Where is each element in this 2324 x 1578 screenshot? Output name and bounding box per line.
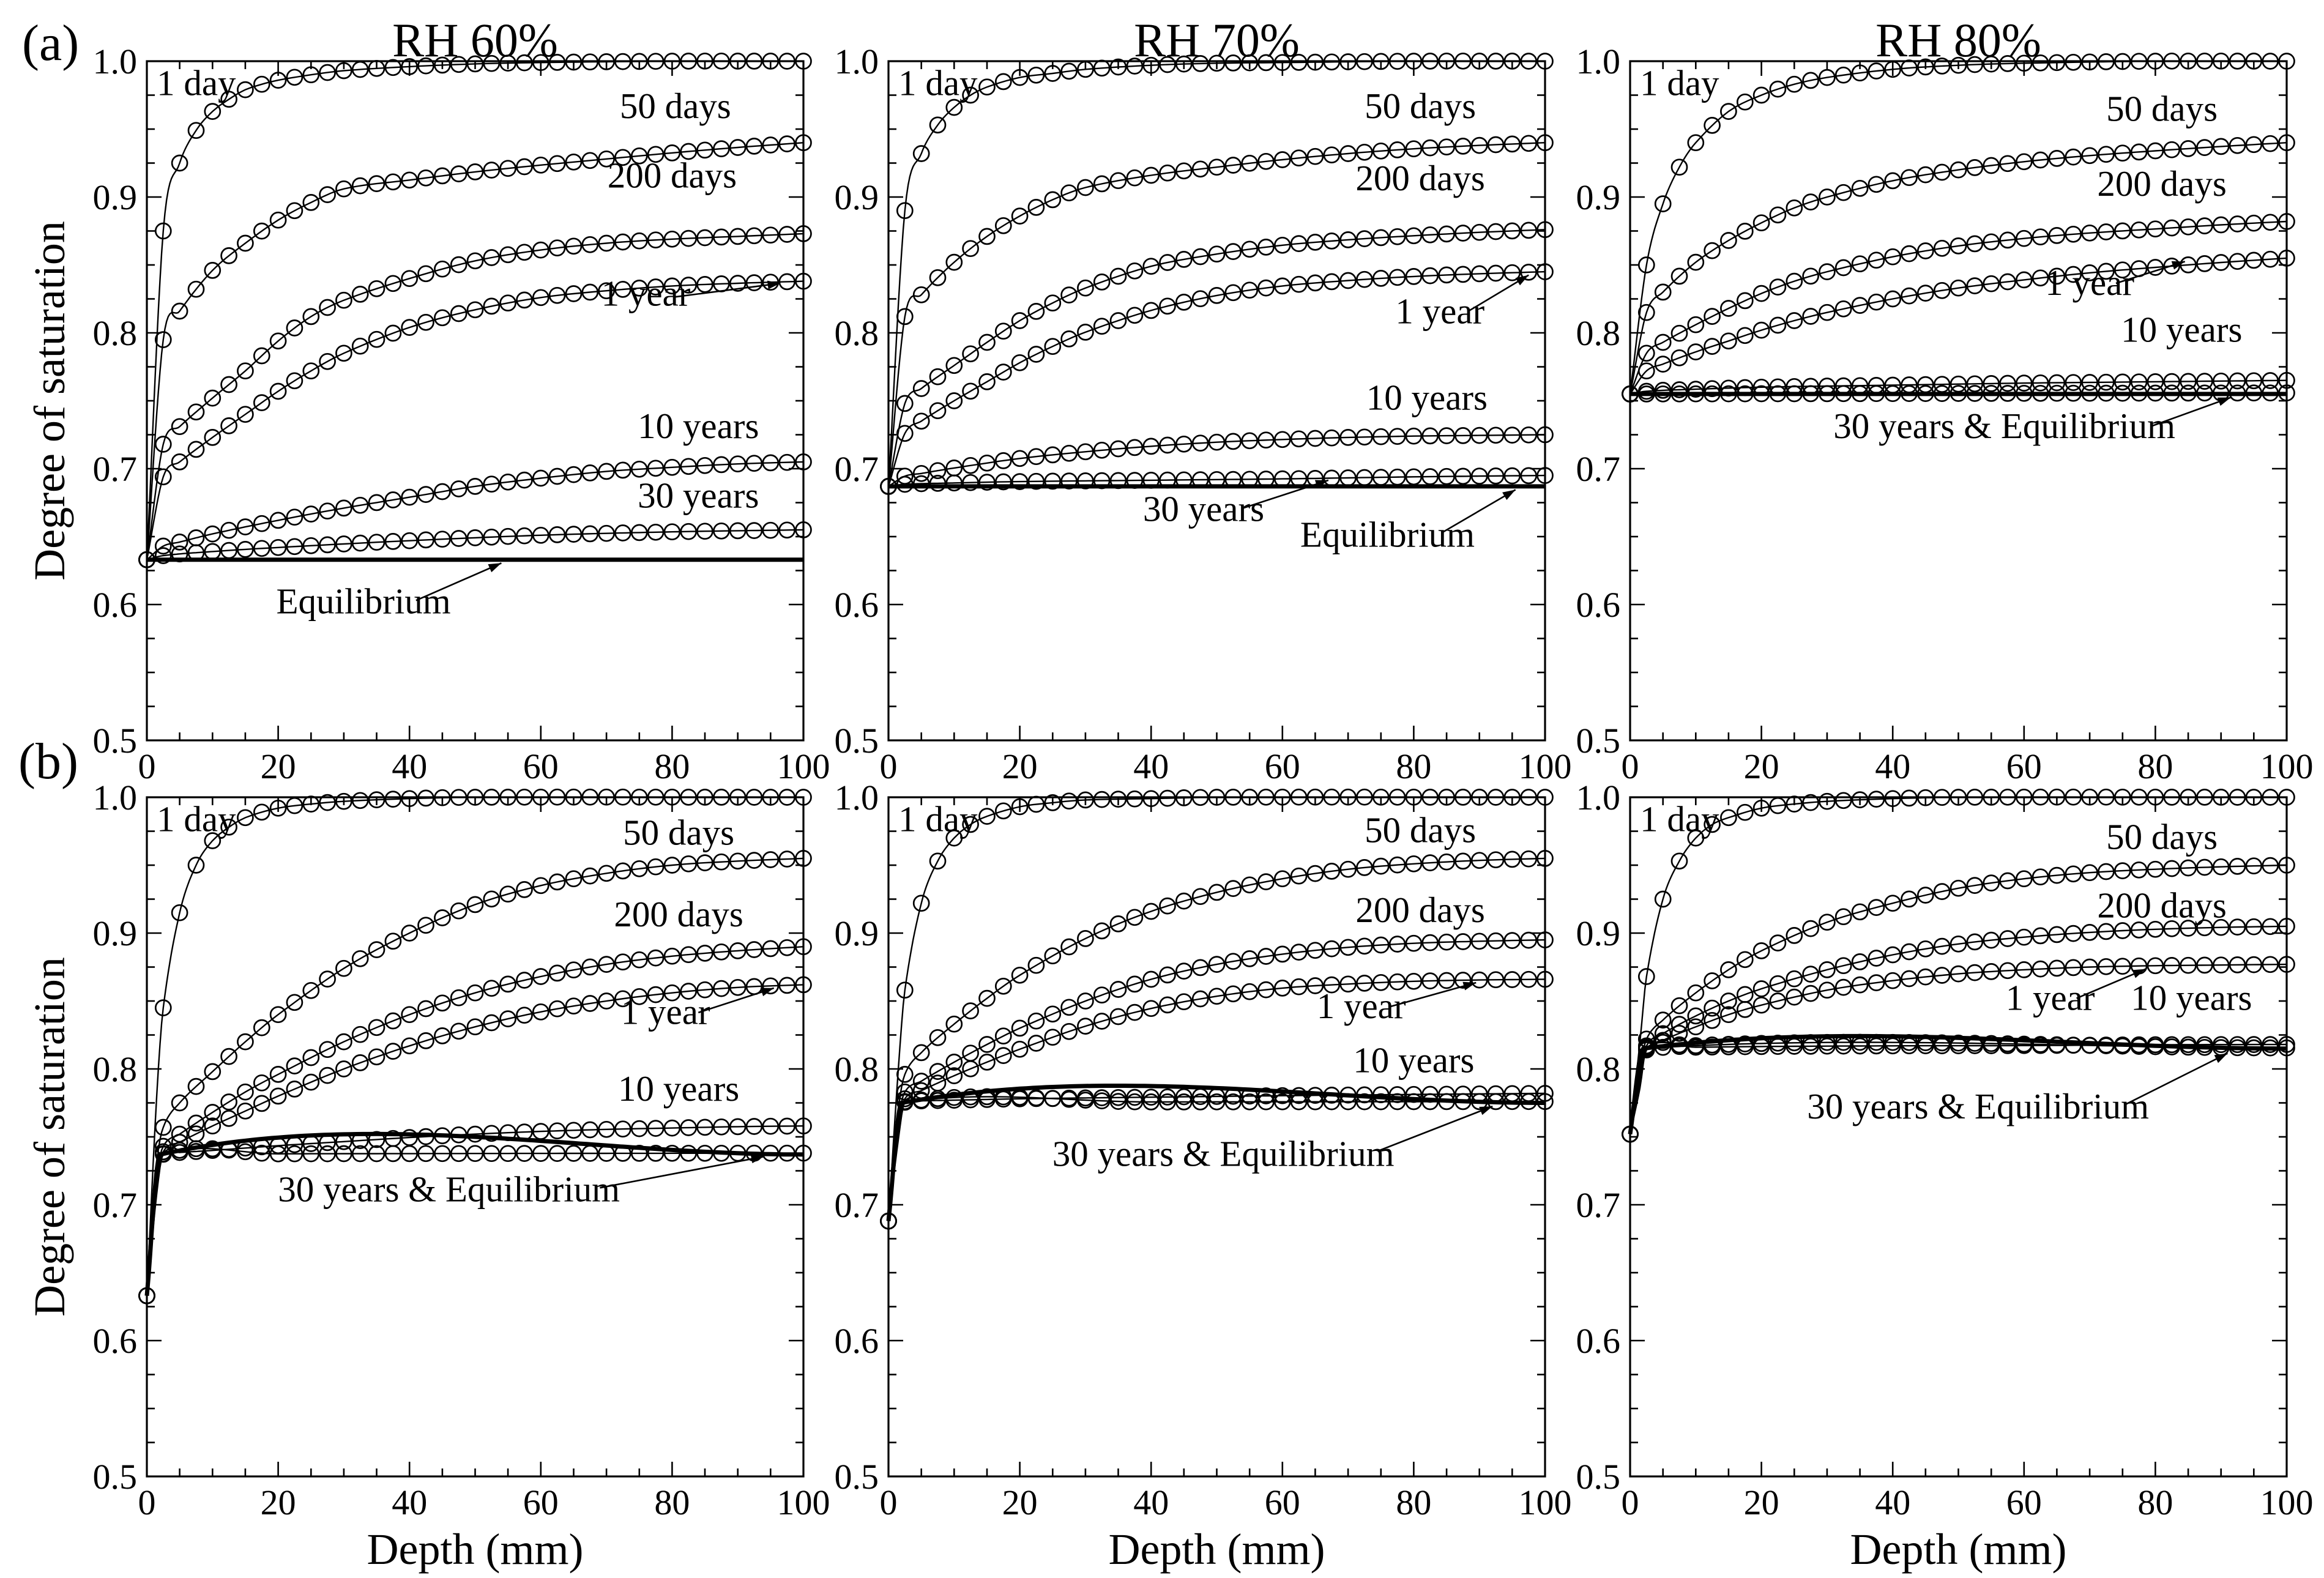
y-tick-label: 0.9 xyxy=(1576,177,1620,217)
annotation-50-days: 50 days xyxy=(619,86,731,127)
series-200-days-markers xyxy=(140,226,811,567)
y-tick-label: 0.5 xyxy=(834,1457,879,1497)
y-tick-label: 0.6 xyxy=(92,1321,137,1361)
y-tick-label: 1.0 xyxy=(834,778,879,817)
annotation-equilibrium: Equilibrium xyxy=(1300,514,1475,555)
annotation-1-day: 1 day xyxy=(1640,798,1719,839)
annotation-1-year: 1 year xyxy=(2005,977,2095,1018)
y-tick-label: 0.5 xyxy=(92,1457,137,1497)
y-axis-title: Degree of saturation xyxy=(25,221,74,581)
y-tick-label: 0.6 xyxy=(834,585,879,625)
series-30-years-markers xyxy=(140,1141,811,1303)
annotation-50-days: 50 days xyxy=(623,812,735,853)
x-tick-label: 20 xyxy=(1002,1483,1038,1522)
annotation-equilibrium: Equilibrium xyxy=(276,581,451,622)
annotation-1-day: 1 day xyxy=(1640,62,1719,103)
x-tick-label: 0 xyxy=(1621,746,1639,786)
annotation-30-years-equilibrium: 30 years & Equilibrium xyxy=(1833,406,2175,446)
y-tick-label: 0.5 xyxy=(834,721,879,761)
y-tick-label: 0.6 xyxy=(834,1321,879,1361)
y-tick-label: 0.7 xyxy=(834,449,879,489)
x-tick-label: 80 xyxy=(1396,1483,1432,1522)
annotation-200-days: 200 days xyxy=(2097,163,2227,204)
annotation-1-year: 1 year xyxy=(2045,262,2134,303)
annotation-30-years: 30 years xyxy=(638,475,759,516)
y-tick-label: 0.9 xyxy=(92,177,137,217)
x-tick-label: 20 xyxy=(1743,1483,1779,1522)
x-tick-label: 60 xyxy=(2006,746,2042,786)
x-tick-label: 40 xyxy=(1133,746,1169,786)
subplot-a1-rh60 xyxy=(93,42,830,786)
annotation-200-days: 200 days xyxy=(1355,157,1485,198)
series-10-years-line xyxy=(888,435,1545,486)
x-tick-label: 100 xyxy=(777,1483,830,1522)
x-tick-label: 40 xyxy=(392,1483,428,1522)
y-tick-label: 1.0 xyxy=(834,42,879,81)
x-tick-label: 0 xyxy=(138,746,156,786)
x-tick-label: 80 xyxy=(2137,746,2173,786)
y-tick-label: 0.8 xyxy=(834,313,879,353)
x-tick-label: 0 xyxy=(138,1483,156,1522)
annotation-200-days: 200 days xyxy=(614,893,743,934)
x-axis-title: Depth (mm) xyxy=(1108,1525,1325,1574)
annotation-30-years-equilibrium: 30 years & Equilibrium xyxy=(278,1169,620,1210)
x-tick-label: 60 xyxy=(523,746,559,786)
annotation-10-years: 10 years xyxy=(1366,377,1488,418)
x-tick-label: 100 xyxy=(1518,1483,1572,1522)
annotation-1-year: 1 year xyxy=(1316,985,1406,1026)
x-tick-label: 60 xyxy=(1264,1483,1300,1522)
series-1-day-line xyxy=(147,797,803,1296)
y-tick-label: 0.8 xyxy=(92,1049,137,1089)
x-axis-title: Depth (mm) xyxy=(1850,1525,2067,1574)
x-tick-label: 80 xyxy=(1396,746,1432,786)
column-title-rh-60: RH 60% xyxy=(392,13,558,67)
series-200-days-markers xyxy=(881,932,1553,1229)
subplot-b2-rh70 xyxy=(835,778,1572,1522)
annotation-200-days: 200 days xyxy=(1355,890,1485,931)
annotation-10-years: 10 years xyxy=(638,406,759,446)
column-title-rh-80: RH 80% xyxy=(1875,13,2041,67)
annotation-30-years: 30 years xyxy=(1142,488,1265,529)
x-tick-label: 0 xyxy=(879,746,898,786)
series-200-days-markers xyxy=(1623,214,2295,402)
annotation-30-years-equilibrium: 30 years & Equilibrium xyxy=(1807,1086,2150,1126)
y-tick-label: 0.8 xyxy=(92,313,137,353)
x-tick-label: 20 xyxy=(260,746,296,786)
y-tick-label: 0.7 xyxy=(92,449,137,489)
y-tick-label: 0.9 xyxy=(92,914,137,953)
y-tick-label: 1.0 xyxy=(92,42,137,81)
y-tick-label: 0.6 xyxy=(92,585,137,625)
x-tick-label: 40 xyxy=(392,746,428,786)
x-tick-label: 60 xyxy=(523,1483,559,1522)
y-tick-label: 0.5 xyxy=(92,721,137,761)
y-tick-label: 0.5 xyxy=(1576,721,1620,761)
subplot-a3-rh80 xyxy=(1576,42,2314,786)
x-tick-label: 100 xyxy=(1518,746,1572,786)
x-tick-label: 20 xyxy=(1002,746,1038,786)
panel-letter-b: (b) xyxy=(18,733,78,790)
annotation-1-day: 1 day xyxy=(157,62,236,103)
subplot-a2-rh70 xyxy=(835,42,1572,786)
x-tick-label: 60 xyxy=(2006,1483,2042,1522)
y-tick-label: 0.7 xyxy=(1576,449,1620,489)
annotation-50-days: 50 days xyxy=(1365,86,1477,127)
y-axis-title: Degree of saturation xyxy=(25,957,74,1317)
series-equilibrium-line xyxy=(147,1134,803,1295)
x-tick-label: 100 xyxy=(2260,746,2314,786)
annotation-200-days: 200 days xyxy=(607,155,737,196)
y-tick-label: 0.7 xyxy=(834,1185,879,1225)
subplot-b1-rh60 xyxy=(93,778,830,1522)
x-tick-label: 80 xyxy=(654,746,690,786)
y-tick-label: 0.9 xyxy=(834,177,879,217)
annotation-1-day: 1 day xyxy=(157,798,236,839)
x-tick-label: 80 xyxy=(654,1483,690,1522)
x-tick-label: 60 xyxy=(1264,746,1300,786)
annotation-10-years: 10 years xyxy=(2121,309,2243,350)
annotation-10-years: 10 years xyxy=(617,1068,740,1109)
x-axis-title: Depth (mm) xyxy=(367,1525,584,1574)
y-tick-label: 0.9 xyxy=(1576,914,1620,953)
annotation-50-days: 50 days xyxy=(1365,809,1477,850)
annotation-10-years: 10 years xyxy=(2131,977,2252,1018)
y-tick-label: 0.8 xyxy=(1576,313,1620,353)
y-tick-label: 1.0 xyxy=(1576,778,1620,817)
subplot-b3-rh80 xyxy=(1576,778,2314,1522)
x-tick-label: 100 xyxy=(2260,1483,2314,1522)
x-tick-label: 0 xyxy=(1621,1483,1639,1522)
x-tick-label: 80 xyxy=(2137,1483,2173,1522)
annotation-200-days: 200 days xyxy=(2097,885,2227,926)
x-tick-label: 0 xyxy=(879,1483,898,1522)
x-tick-label: 20 xyxy=(260,1483,296,1522)
annotation-30-years-equilibrium: 30 years & Equilibrium xyxy=(1052,1133,1395,1174)
column-title-rh-70: RH 70% xyxy=(1134,13,1300,67)
y-tick-label: 0.5 xyxy=(1576,1457,1620,1497)
series-200-days-markers xyxy=(881,222,1553,494)
series-200-days-line xyxy=(888,940,1545,1221)
x-tick-label: 100 xyxy=(777,746,830,786)
annotation-50-days: 50 days xyxy=(2106,816,2218,857)
annotation-1-year: 1 year xyxy=(620,991,710,1032)
annotation-50-days: 50 days xyxy=(2106,88,2218,129)
panel-letter-a: (a) xyxy=(22,15,80,72)
y-tick-label: 0.7 xyxy=(1576,1185,1620,1225)
series-10-years-markers xyxy=(881,427,1553,494)
x-tick-label: 20 xyxy=(1743,746,1779,786)
x-tick-label: 40 xyxy=(1875,746,1911,786)
annotation-10-years: 10 years xyxy=(1353,1040,1475,1081)
y-tick-label: 1.0 xyxy=(1576,42,1620,81)
y-tick-label: 1.0 xyxy=(92,778,137,817)
annotation-1-day: 1 day xyxy=(898,62,978,103)
annotation-arrow xyxy=(1377,1106,1492,1151)
annotation-1-day: 1 day xyxy=(898,798,978,839)
annotation-1-year: 1 year xyxy=(1395,291,1485,332)
x-tick-label: 40 xyxy=(1875,1483,1911,1522)
y-tick-label: 0.6 xyxy=(1576,1321,1620,1361)
y-tick-label: 0.8 xyxy=(1576,1049,1620,1089)
y-tick-label: 0.9 xyxy=(834,914,879,953)
annotation-1-year: 1 year xyxy=(601,273,691,314)
y-tick-label: 0.8 xyxy=(834,1049,879,1089)
x-tick-label: 40 xyxy=(1133,1483,1169,1522)
y-tick-label: 0.6 xyxy=(1576,585,1620,625)
annotation-arrow xyxy=(600,1155,764,1188)
y-tick-label: 0.7 xyxy=(92,1185,137,1225)
